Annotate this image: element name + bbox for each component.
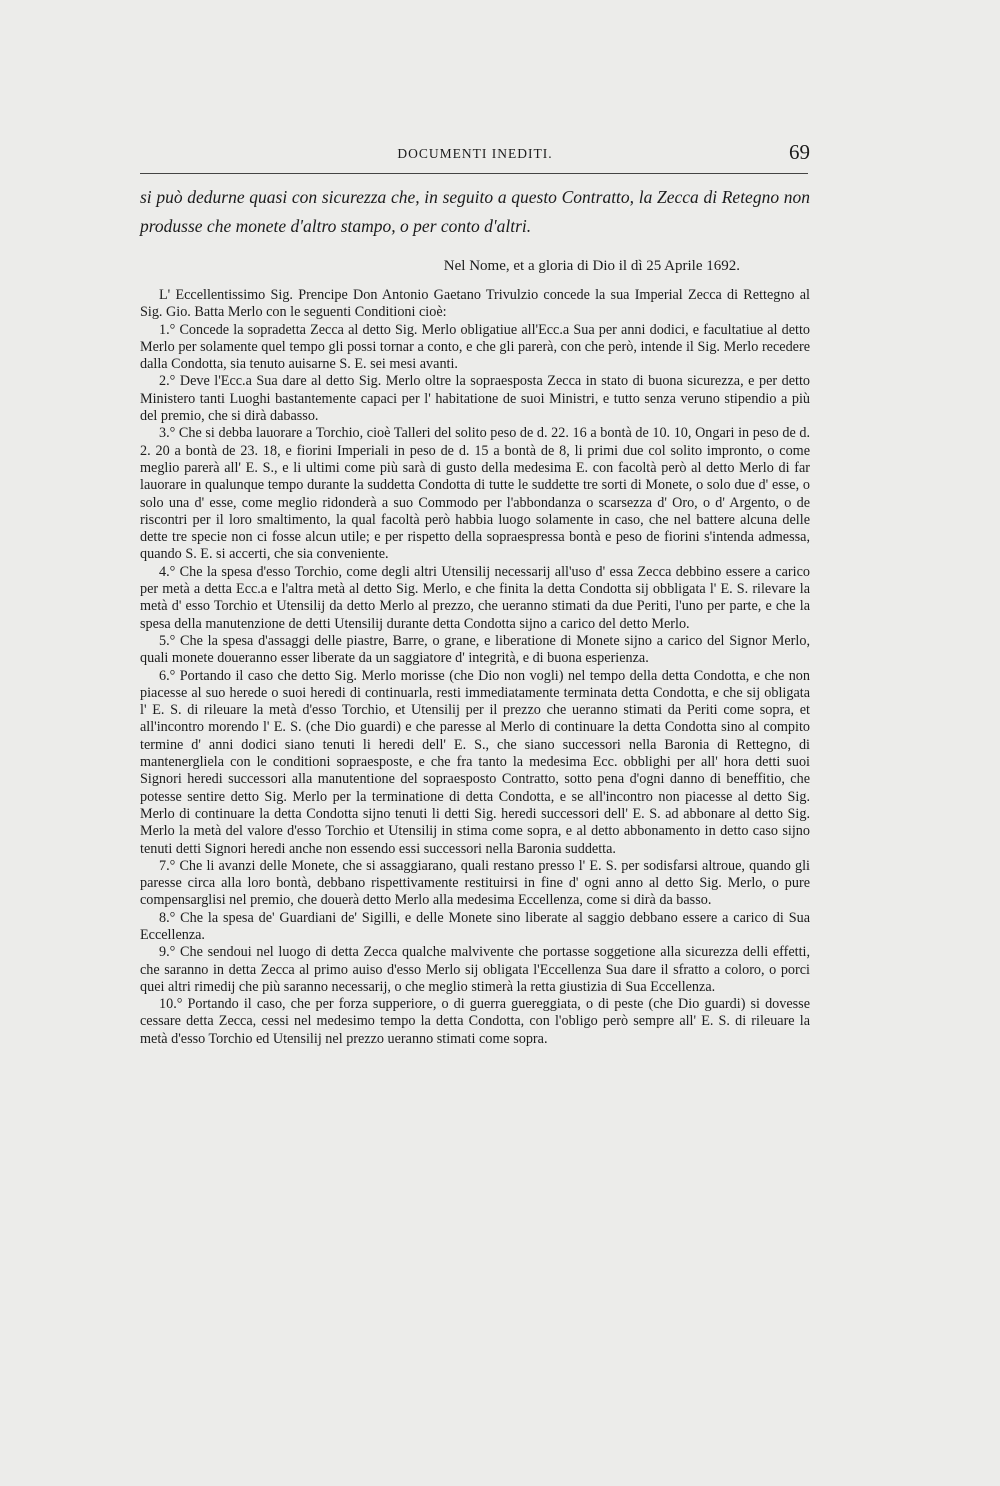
dateline: Nel Nome, et a gloria di Dio il dì 25 Aprile 1692. (443, 258, 740, 274)
page-number: 69 (789, 140, 810, 164)
paragraph-condition-10: 10.° Portando il caso, che per forza supperiore, o di guerra guereggiata, o di peste (che Dio guardi) si dovesse cessare detta Zecca, cessi nel medesimo tempo la detta Condotta, con l'obligo però sempre all' E. S. di rileuare la metà d'esso Torchio ed Utensilij nel prezzo ueranno stimati come sopra. (140, 996, 810, 1047)
paragraph-condition-7: 7.° Che li avanzi delle Monete, che si assaggiarano, quali restano presso l' E. S. per sodisfarsi altroue, quando gli paresse circa alla loro bontà, debbano rispettivamente restituirsi in fine d' ogni anno al detto Sig. Merlo, o pure compensarglisi nel premio, che douerà detto Merlo alla medesima Eccellenza, come si dirà da basso. (140, 857, 810, 909)
page-header (140, 140, 810, 172)
intro-italic-text: si può dedurne quasi con sicurezza che, in seguito a questo Contratto, la Zecca di Retegno non produsse che monete d'altro stampo, o per conto d'altri. (140, 187, 810, 236)
paragraph-condition-1: 1.° Concede la sopradetta Zecca al detto Sig. Merlo obligatiue all'Ecc.a Sua per anni dodici, e facultatiue al detto Merlo per solamente quel tempo gli possi tornar a conto, e che gli parerà, con che però, intende il Sig. Merlo recedere dalla Condotta, sia tenuto auisarne S. E. sei mesi avanti. (140, 321, 810, 373)
paragraph-condition-9: 9.° Che sendoui nel luogo di detta Zecca qualche malvivente che portasse soggetione alla sicurezza delli effetti, che saranno in detta Zecca al primo auiso d'esso Merlo sij obligata l'Eccellenza Sua dare il sfratto a coloro, o porci quei altri rimedij che più saranno necessarij, o che meglio stimerà la retta giustizia di Sua Eccellenza. (140, 944, 810, 995)
paragraph-condition-5: 5.° Che la spesa d'assaggi delle piastre, Barre, o grane, e liberatione di Monete sijno a carico del Signor Merlo, quali monete doueranno esser liberate da un saggiatore d' integrità, e di buona esperienza. (140, 632, 810, 667)
paragraph-condition-3: 3.° Che si debba lauorare a Torchio, cioè Talleri del solito peso de d. 22. 16 a bontà de 10. 10, Ongari in peso de d. 2. 20 a bontà de 23. 18, e fiorini Imperiali in peso de d. 15 a bontà de 8, li primi due col solito impronto, o come meglio parerà all' E. S., e li ultimi come più sarà di gusto della medesima E. con facoltà però al detto Merlo di far lauorare in qualunque tempo durante la suddetta Condotta di tutte le suddette tre sorti di Monete, o solo due d' esse, o solo una d' esse, come meglio ridonderà a suo Commodo per l'abbondanza o scarsezza d' Oro, o d' Argento, o de riscontri per il loro smaltimento, la qual facoltà però habbia luogo solamente in caso, che nel battere alcuna delle dette tre specie non ci fosse alcun utile; e per rispetto della sopraespressa bontà e peso de fiorini s'intenda admessa, quando S. E. si accerti, che sia conveniente. (140, 425, 810, 563)
running-head: DOCUMENTI INEDITI. (397, 146, 553, 161)
paragraph-condition-4: 4.° Che la spesa d'esso Torchio, come degli altri Utensilij necessarij all'uso d' essa Zecca debbino essere a carico per metà a detta Ecc.a e l'altra metà al detto Sig. Merlo, e che finita la detta Condotta sij obbligata l' E. S. rilevare la metà d' esso Torchio et Utensilij da detto Merlo al prezzo, che ueranno stimati da due Periti, l'uno per parte, e che la spesa della manutenzione de detti Utensilij durante detta Condotta sijno a carico del detto Merlo. (140, 563, 810, 632)
paragraph-condition-2: 2.° Deve l'Ecc.a Sua dare al detto Sig. Merlo oltre la sopraesposta Zecca in stato di buona sicurezza, e per detto Ministero tanti Luoghi bastantemente capaci per l' habitatione de suoi Ministri, e tutto senza veruno stipendio a più del premio, che si dirà dabasso. (140, 373, 810, 425)
contract-body (140, 287, 810, 1048)
paragraph-condition-8: 8.° Che la spesa de' Guardiani de' Sigilli, e delle Monete sino liberate al saggio debbano essere a carico di Sua Eccellenza. (140, 909, 810, 943)
paragraph-preamble: L' Eccellentissimo Sig. Prencipe Don Antonio Gaetano Trivulzio concede la sua Imperial Zecca di Rettegno al Sig. Gio. Batta Merlo con le seguenti Conditioni cioè: (140, 287, 810, 321)
paragraph-condition-6: 6.° Portando il caso che detto Sig. Merlo morisse (che Dio non vogli) nel tempo della detta Condotta, e che non piacesse al suo herede o suoi heredi di continuarla, resti immediatamente terminata detta Condotta, e che sij obligata l' E. S. di rileuare la metà d'esso Torchio, et Utensilij per il prezzo che ueranno stimati da Periti come sopra, et all'incontro morendo l' E. S. (che Dio guardi) e che paresse al Merlo di continuare la detta Condotta sino al compito termine d' anni dodici siano tenuti li heredi dell' E. S., che siano successori nella Baronia di Rettegno, di mantenergliela con le conditioni sopraesposte, e che fra tanto la medesima Ecc. obblighi per all' hora detti suoi Signori heredi successori alla manutentione del sopraesposto Contratto, sotto pena d'ogni danno di beneffitio, che potesse sentire detto Sig. Merlo per la terminatione di detta Condotta, e se all'incontro non piacesse al detto Sig. Merlo di continuare la detta Condotta sijno tenuti li detti Sig. heredi successori dell' E. S. ad abbonare al detto Sig. Merlo la metà del valore d'esso Torchio et Utensilij in stima come sopra, e al detto abbonamento in detto caso sijno tenuti detti Signori heredi anche non essendo essi successori nella Baronia suddetta. (140, 667, 810, 857)
header-rule (140, 173, 808, 174)
